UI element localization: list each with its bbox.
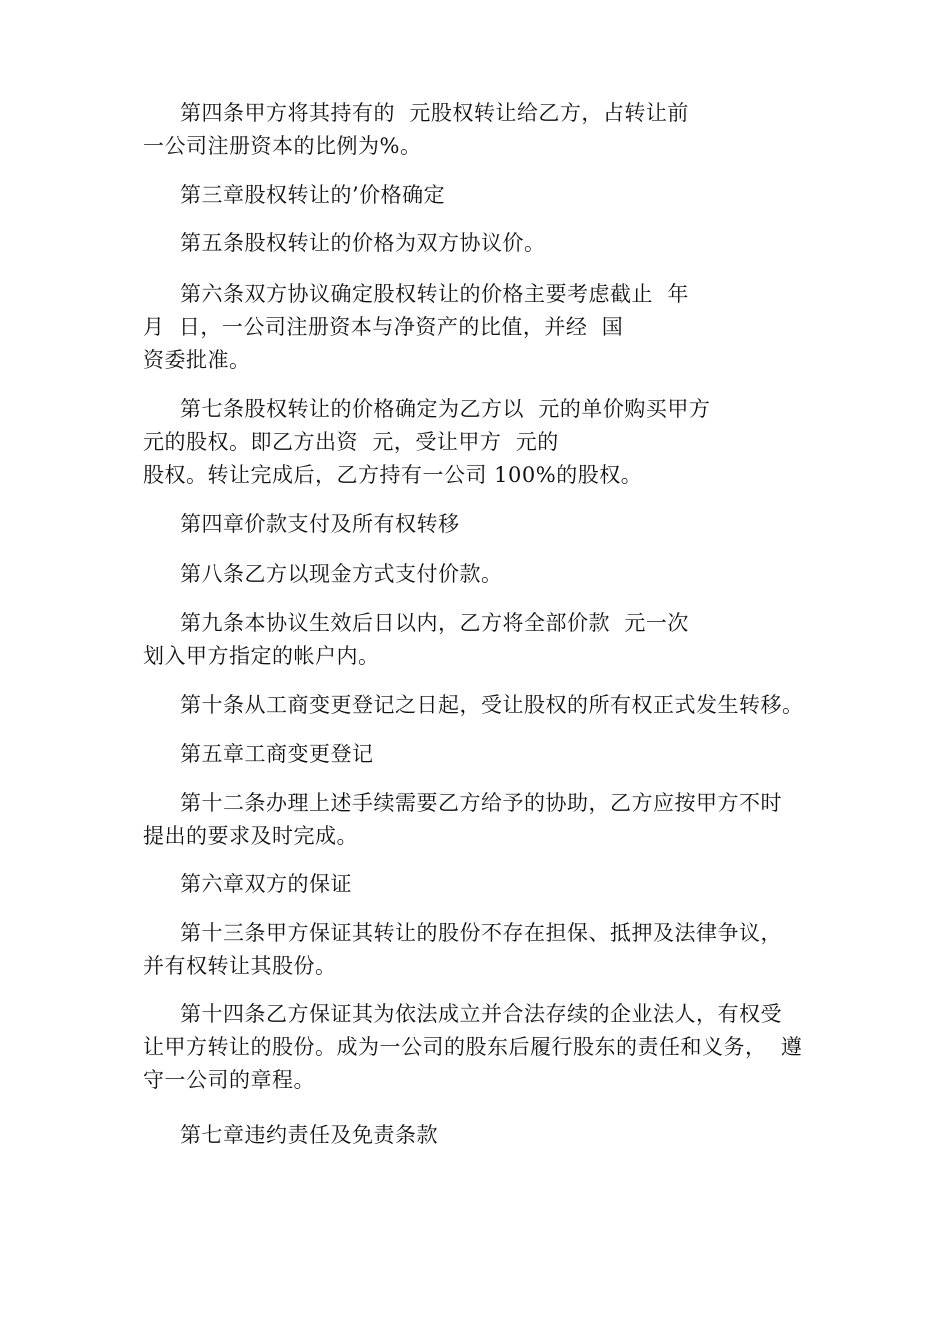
article-6-paragraph xyxy=(143,278,843,377)
paragraph-line: 第八条乙方以现金方式支付价款。 xyxy=(180,562,503,586)
article-7-paragraph xyxy=(143,393,843,492)
article-8-paragraph xyxy=(143,558,843,591)
chapter-7-heading xyxy=(143,1119,843,1152)
heading-line: 第六章双方的保证 xyxy=(180,872,352,896)
paragraph-line: 第十条从工商变更登记之日起，受让股权的所有权正式发生转移。 xyxy=(180,693,804,717)
paragraph-line: 让甲方转让的股份。成为一公司的股东后履行股东的责任和义务， 遵 xyxy=(143,1035,803,1059)
paragraph-line: 第五条股权转让的价格为双方协议价。 xyxy=(180,231,546,255)
paragraph-line: 元的股权。即乙方出资 元，受让甲方 元的 xyxy=(143,430,559,454)
paragraph-line: 并有权转让其股份。 xyxy=(143,954,337,978)
article-5-paragraph xyxy=(143,227,843,260)
heading-line: 第三章股权转让的’价格确定 xyxy=(180,183,446,207)
paragraph-line: 第十二条办理上述手续需要乙方给予的协助，乙方应按甲方不时 xyxy=(180,791,782,815)
heading-line: 第四章价款支付及所有权转移 xyxy=(180,512,460,536)
article-4-paragraph xyxy=(143,97,843,163)
chapter-5-heading xyxy=(143,738,843,771)
chapter-6-heading xyxy=(143,868,843,901)
paragraph-line: 第六条双方协议确定股权转让的价格主要考虑截止 年 xyxy=(180,282,689,306)
paragraph-line: 资委批准。 xyxy=(143,348,251,372)
paragraph-line: 第七条股权转让的价格确定为乙方以 元的单价购买甲方 xyxy=(180,397,711,421)
article-12-paragraph xyxy=(143,787,843,853)
paragraph-line: 月 日，一公司注册资本与净资产的比值，并经 国 xyxy=(143,315,624,339)
paragraph-line: 第九条本协议生效后日以内，乙方将全部价款 元一次 xyxy=(180,611,689,635)
article-9-paragraph xyxy=(143,607,843,673)
paragraph-line: 股权。转让完成后，乙方持有一公司 100%的股权。 xyxy=(143,463,643,487)
chapter-3-heading xyxy=(143,179,843,212)
heading-line: 第七章违约责任及免责条款 xyxy=(180,1123,438,1147)
paragraph-line: 第十三条甲方保证其转让的股份不存在担保、抵押及法律争议， xyxy=(180,921,782,945)
paragraph-line: 第十四条乙方保证其为依法成立并合法存续的企业法人，有权受 xyxy=(180,1002,782,1026)
paragraph-line: 提出的要求及时完成。 xyxy=(143,824,358,848)
paragraph-line: 划入甲方指定的帐户内。 xyxy=(143,644,380,668)
article-10-paragraph xyxy=(143,689,843,722)
chapter-4-heading xyxy=(143,508,843,541)
article-14-paragraph xyxy=(143,998,843,1097)
article-13-paragraph xyxy=(143,917,843,983)
paragraph-line: 守一公司的章程。 xyxy=(143,1068,315,1092)
paragraph-line: 第四条甲方将其持有的 元股权转让给乙方，占转让前 xyxy=(180,101,689,125)
heading-line: 第五章工商变更登记 xyxy=(180,742,374,766)
paragraph-line: 一公司注册资本的比例为%。 xyxy=(143,134,422,158)
